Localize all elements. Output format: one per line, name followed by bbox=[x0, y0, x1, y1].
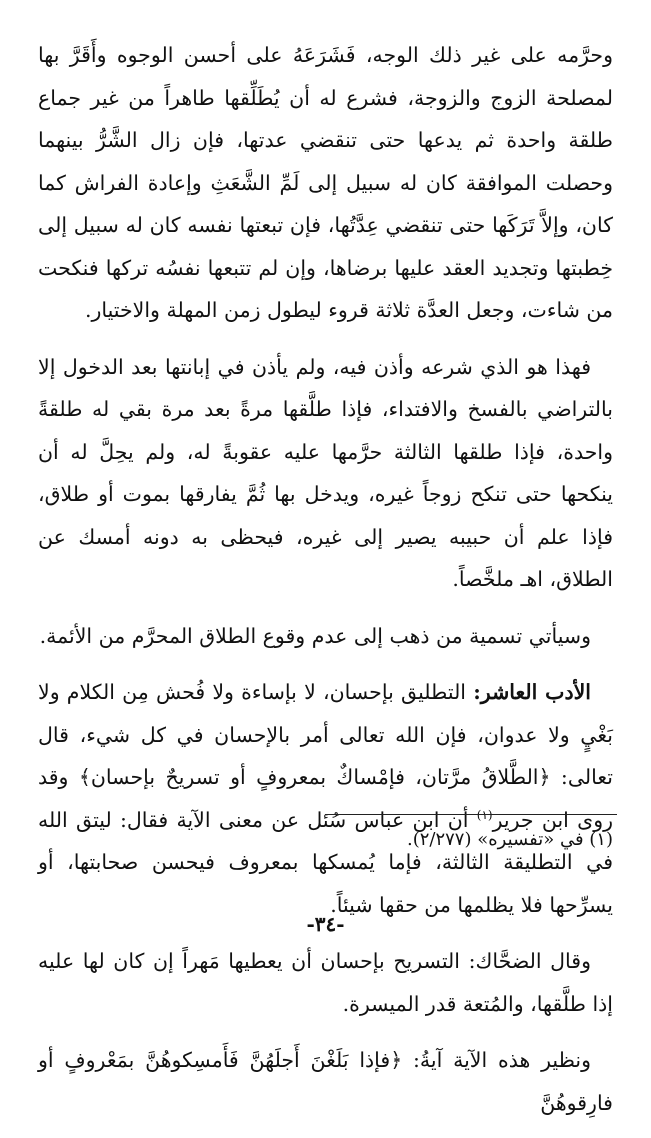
paragraph-nazir: ونظير هذه الآية آيةُ: ﴿فإذا بَلَغْنَ أَجلَهُنَّ فَأَمسِكوهُنَّ بمَعْروفٍ أو فارِقوهُنَّ bbox=[38, 1048, 613, 1115]
adab-text-part-2: أن ابن عباس سُئل عن معنى الآية فقال: ليتق الله في التطليقة الثالثة، فإما يُمسكها بمعروف فيحسن صحابتها، أو يسرِّحها فلا يظلمها من حقها شيئاً. bbox=[38, 807, 613, 917]
adab-text-part-1: التطليق بإحسان، لا بإساءة ولا فُحش مِن الكلام ولا بَغْيٍ ولا عدوان، فإن الله تعالى أمر بالإحسان في كل شيء، قال تعالى: ﴿الطَّلاقُ مرَّتان، فإمْساكٌ بمعروفٍ أو تسريحٌ بإحسان﴾ وقد روى ابن جرير bbox=[38, 680, 613, 832]
footnote: (١) في «تفسيره» (٢/٢٧٧). bbox=[406, 829, 613, 850]
adab-heading: الأدب العاشر: bbox=[473, 680, 591, 704]
paragraph-1: وحرَّمه على غير ذلك الوجه، فَشَرَعَهُ على أحسن الوجوه وأَقَرَّ بها لمصلحة الزوج والزوجة، فشرع له أن يُطَلِّقها طاهراً من غير جماع طلقة واحدة ثم يدعها حتى تنقضي عدتها، فإن زال الشَّرُّ بينهما وحصلت الموافقة كان له سبيل إلى لَمِّ الشَّعَثِ وإعادة الفراش كما كان، وإلاَّ تَرَكَها حتى تنقضي عِدَّتُها، فإن تبعتها نفسه كان له سبيل إلى خِطبتها وتجديد العقد عليها برضاها، وإن لم تتبعها نفسُه تركها فنكحت من شاءت، وجعل العدَّة ثلاثة قروء ليطول زمن المهلة والاختيار. bbox=[38, 43, 613, 322]
body-text bbox=[38, 34, 613, 1138]
footnote-separator-line bbox=[325, 814, 617, 815]
paragraph-3: وسيأتي تسمية من ذهب إلى عدم وقوع الطلاق المحرَّم من الأئمة. bbox=[39, 623, 591, 648]
paragraph-dahhak: وقال الضحَّاك: التسريح بإحسان أن يعطيها مَهراً إن كان لها عليه إذا طلَّقها، والمُتعة قدر الميسرة. bbox=[38, 949, 613, 1016]
page-number: -٣٤- bbox=[306, 912, 345, 936]
paragraph-2: فهذا هو الذي شرعه وأذن فيه، ولم يأذن في إبانتها بعد الدخول إلا بالتراضي بالفسخ والافتداء، فإذا طلَّقها مرةً بعد مرة بقي له طلقةً واحدة، فإذا طلقها الثالثة حرَّمها عليه عقوبةً له، ولم يحِلَّ له أن ينكحها حتى تنكح زوجاً غيره، ويدخل بها ثُمَّ يفارقها بموت أو طلاق، فإذا علم أن حبيبه يصير إلى غيره، فيحظى به دونه أمسك عن الطلاق، اهـ ملخَّصاً. bbox=[38, 354, 613, 591]
paragraph-adab bbox=[38, 671, 613, 926]
footnote-reference-mark: (١) bbox=[476, 807, 493, 822]
